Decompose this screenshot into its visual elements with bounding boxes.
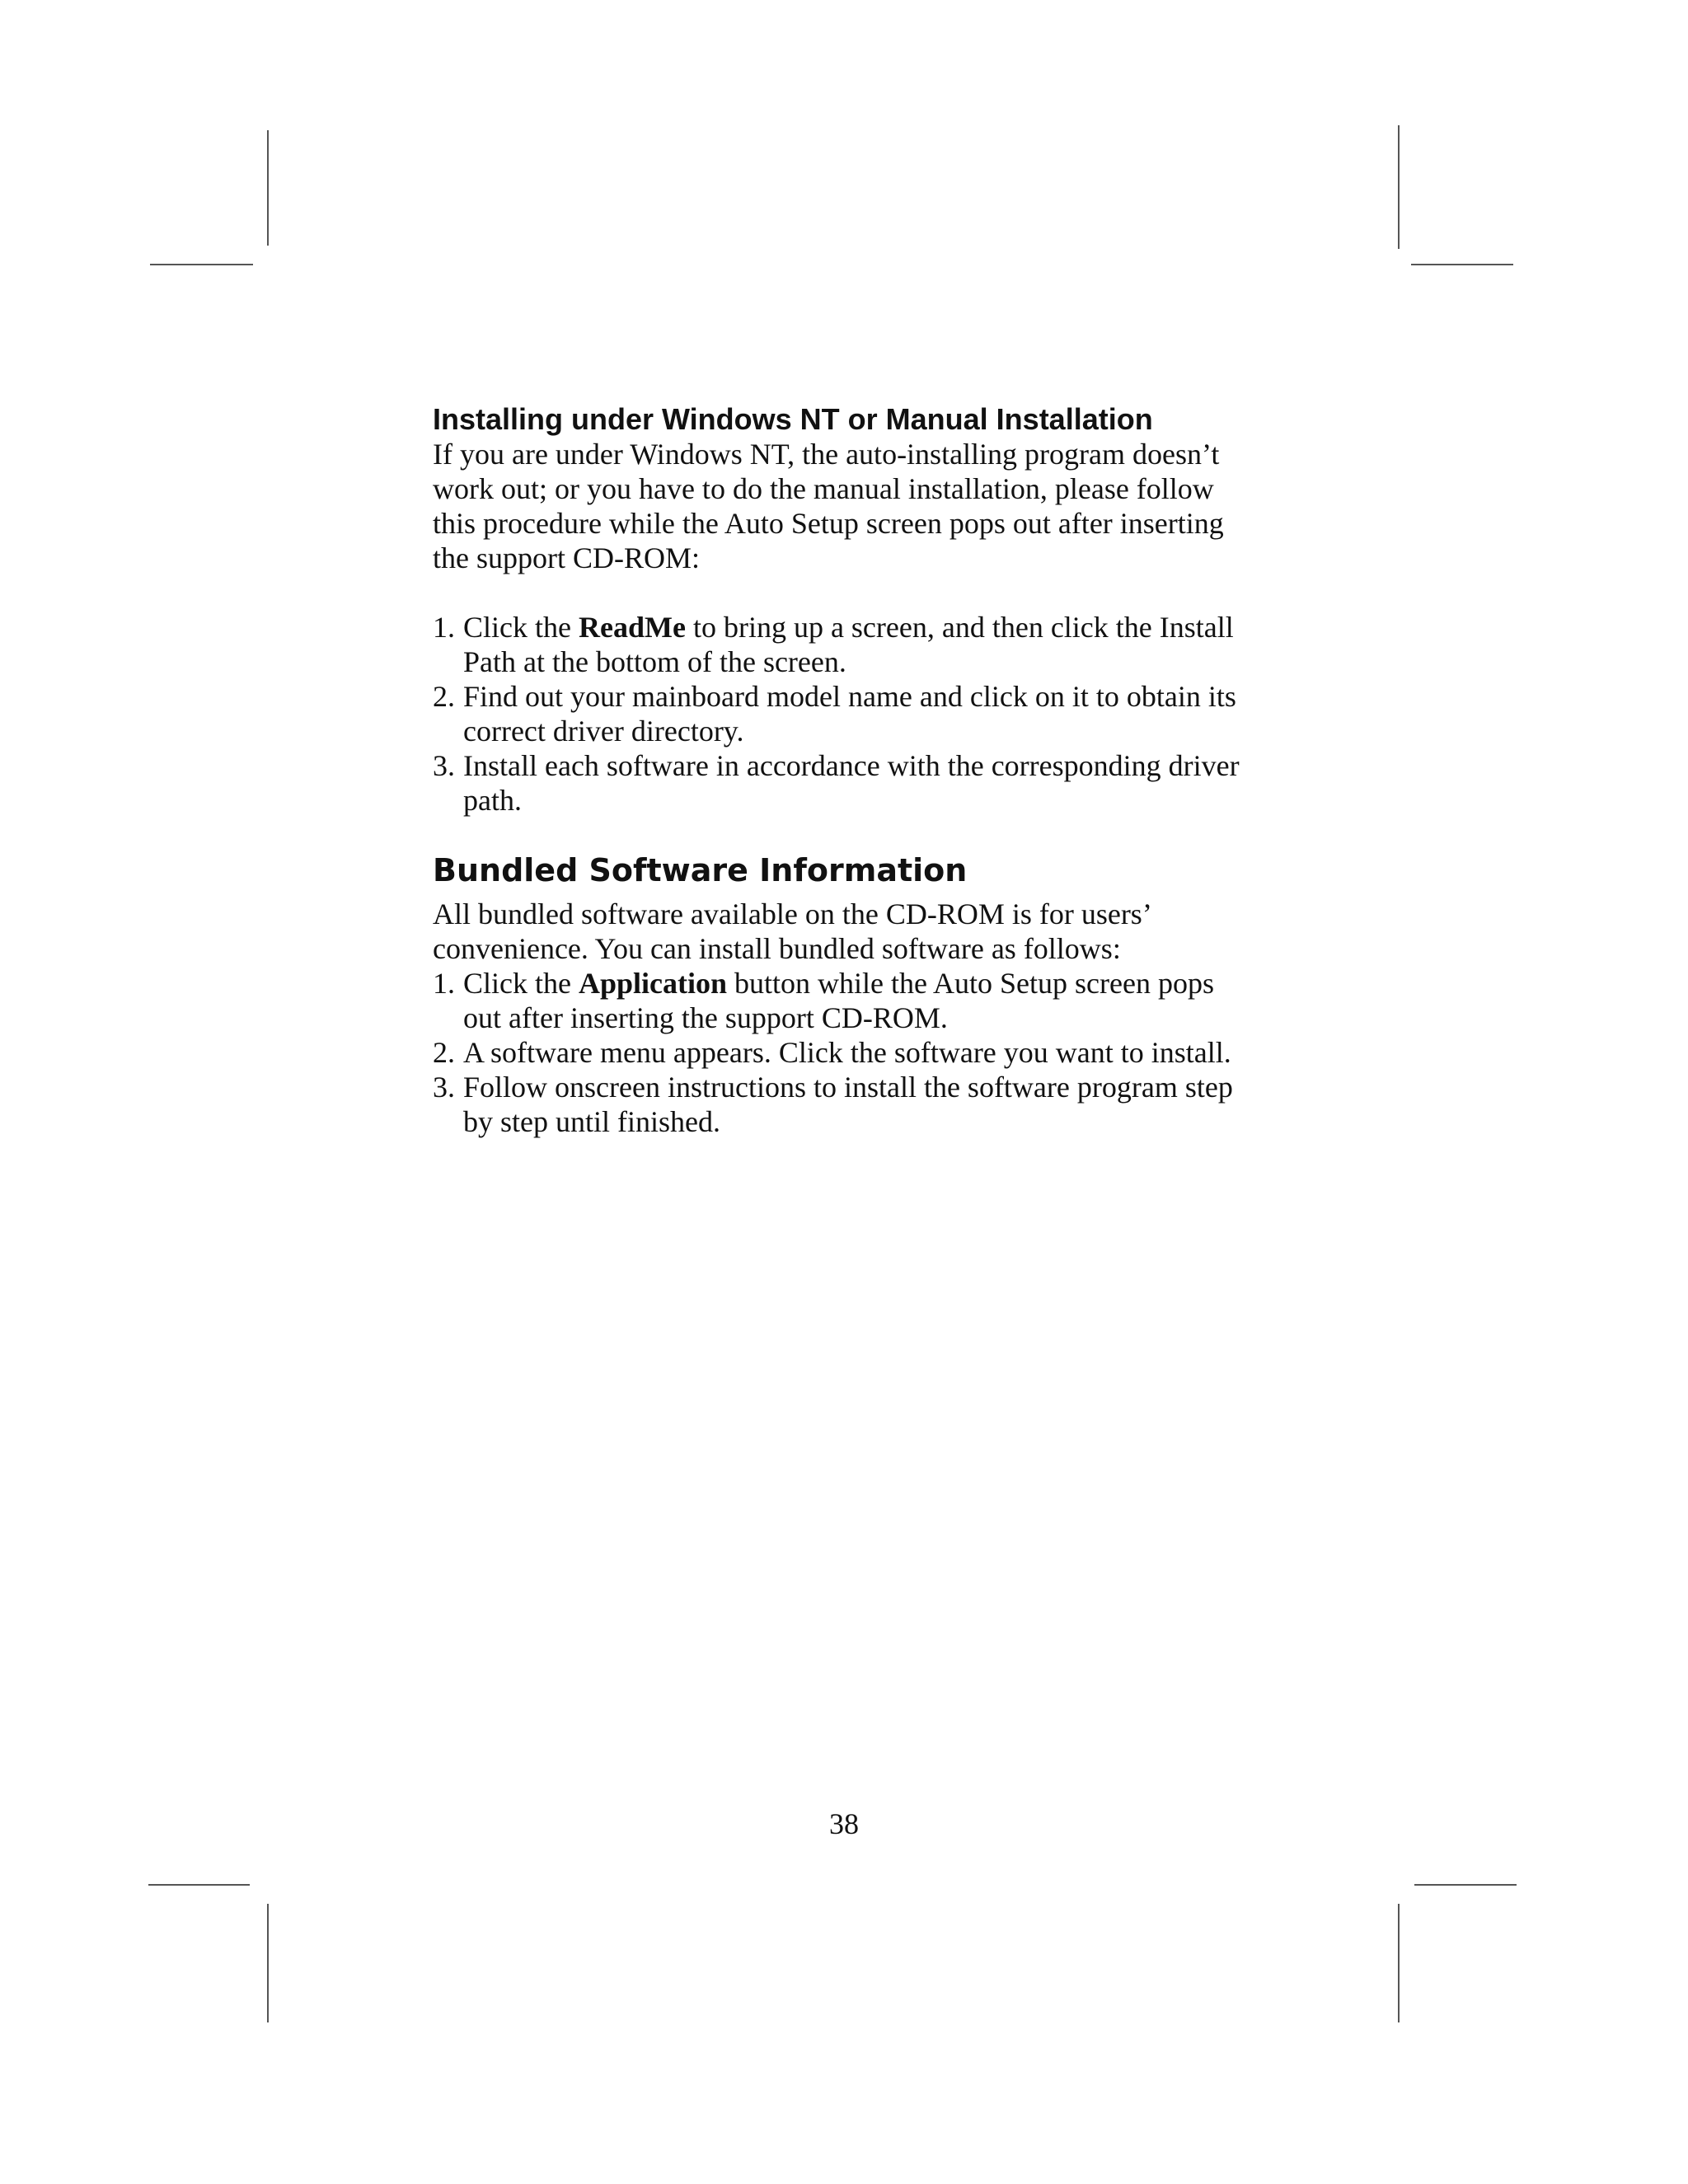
list-item	[433, 966, 1257, 1035]
crop-mark-bottom-left-horizontal	[148, 1884, 250, 1886]
step-text: Click the	[463, 967, 579, 1000]
step-number: 2.	[433, 680, 455, 713]
crop-mark-bottom-right-vertical	[1398, 1904, 1400, 2022]
step-text: to bring up a screen, and then click the Install Path at the bottom of the screen.	[463, 611, 1234, 678]
crop-mark-top-right-horizontal	[1411, 264, 1513, 265]
crop-mark-bottom-left-vertical	[267, 1904, 269, 2022]
list-item	[433, 610, 1257, 679]
step-number: 1.	[433, 611, 455, 644]
step-text: Install each software in accordance with the corresponding driver path.	[463, 749, 1240, 817]
bundled-software-intro-paragraph: All bundled software available on the CD-ROM is for users’ convenience. You can install bundled software as follows:	[433, 898, 1151, 965]
step-number: 3.	[433, 1071, 455, 1104]
section-heading-bundled-software: Bundled Software Information	[433, 852, 968, 888]
list-item	[433, 748, 1257, 818]
page-content	[433, 402, 1257, 1139]
crop-mark-top-left-horizontal	[150, 264, 253, 265]
page-number: 38	[829, 1807, 859, 1840]
crop-mark-top-left-vertical	[267, 130, 269, 246]
step-text: Find out your mainboard model name and click on it to obtain its correct driver directory.	[463, 680, 1236, 748]
crop-mark-bottom-right-horizontal	[1414, 1884, 1517, 1886]
readme-label: ReadMe	[578, 611, 686, 644]
step-text: button while the Auto Setup screen pops out after inserting the support CD-ROM.	[463, 967, 1214, 1034]
step-number: 1.	[433, 967, 455, 1000]
application-label: Application	[578, 967, 728, 1000]
section-heading-windows-nt: Installing under Windows NT or Manual Installation	[433, 402, 1153, 436]
windows-nt-intro-paragraph: If you are under Windows NT, the auto-installing program doesn’t work out; or you have to do the manual installation, please follow this procedure while the Auto Setup screen pops out after inserting the support CD-ROM:	[433, 438, 1224, 574]
step-text: Follow onscreen instructions to install the software program step by step until finished.	[463, 1071, 1233, 1138]
bundled-software-steps-list	[433, 966, 1257, 1139]
step-number: 2.	[433, 1036, 455, 1069]
step-text: Click the	[463, 611, 579, 644]
step-number: 3.	[433, 749, 455, 782]
list-item	[433, 1070, 1257, 1139]
crop-mark-top-right-vertical	[1398, 125, 1400, 249]
step-text: A software menu appears. Click the software you want to install.	[463, 1036, 1231, 1069]
list-item	[433, 679, 1257, 748]
windows-nt-steps-list	[433, 610, 1257, 818]
list-item	[433, 1035, 1257, 1070]
